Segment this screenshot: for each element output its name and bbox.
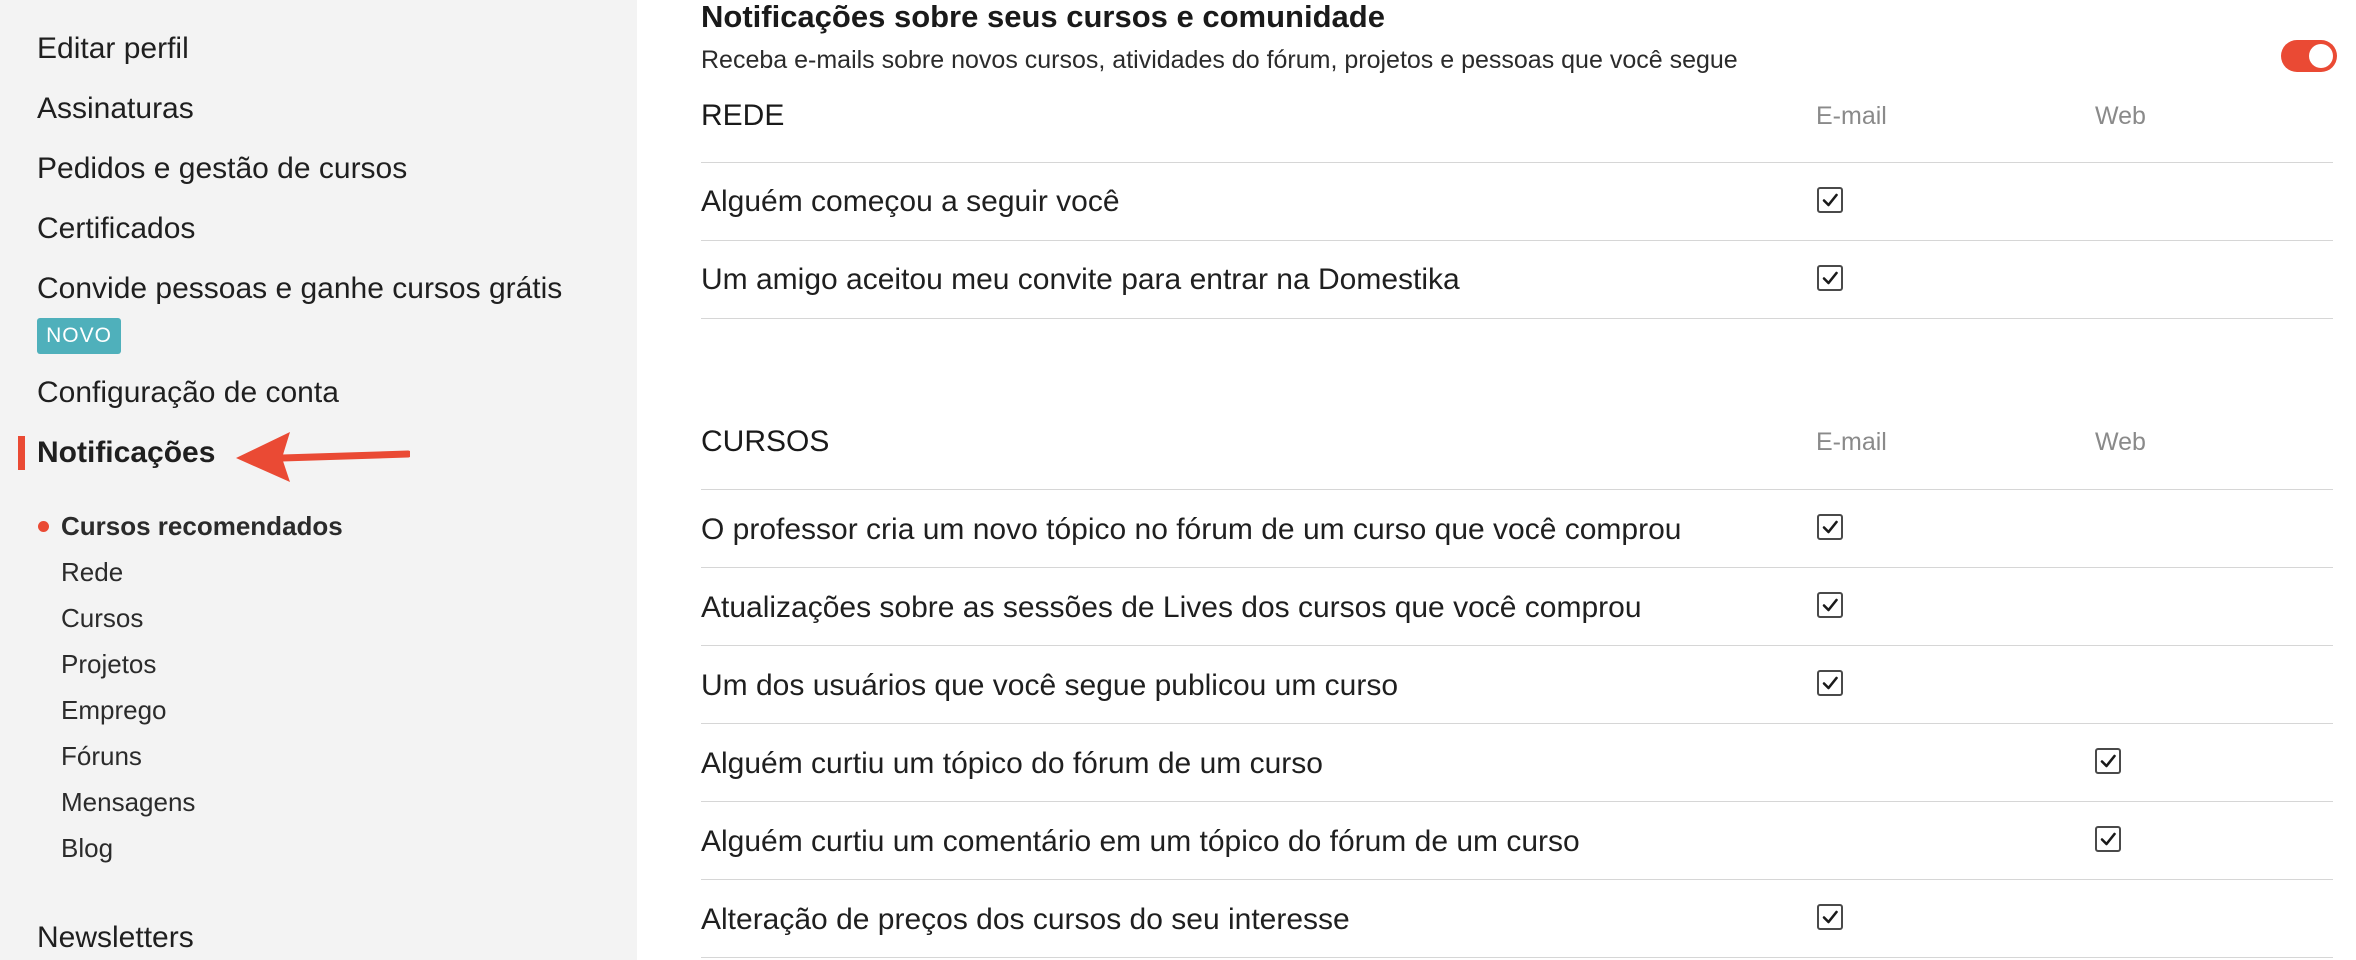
row-label: Um amigo aceitou meu convite para entrar na Domestika (701, 263, 1460, 296)
new-badge: NOVO (37, 318, 121, 354)
submenu-item-recommended-courses[interactable]: Cursos recomendados (61, 511, 343, 541)
row-label: Alteração de preços dos cursos do seu interesse (701, 903, 1350, 936)
notifications-toggle[interactable] (2281, 40, 2337, 72)
email-checkbox[interactable] (1817, 592, 1843, 618)
column-header-web: Web (2095, 428, 2146, 456)
email-checkbox[interactable] (1817, 670, 1843, 696)
group-title-network: REDE (701, 99, 785, 132)
check-icon (1821, 518, 1839, 536)
divider (701, 879, 2333, 880)
arrow-annotation-icon (232, 428, 410, 484)
divider (701, 489, 2333, 490)
check-icon (2099, 752, 2117, 770)
divider (701, 957, 2333, 958)
email-checkbox[interactable] (1817, 265, 1843, 291)
check-icon (1821, 674, 1839, 692)
submenu-item-network[interactable]: Rede (61, 557, 124, 587)
toggle-knob (2309, 44, 2333, 68)
sidebar-item-invite[interactable]: Convide pessoas e ganhe cursos grátis (37, 272, 563, 305)
check-icon (1821, 191, 1839, 209)
section-title: Notificações sobre seus cursos e comunidade (701, 0, 1385, 34)
sidebar-item-certificates[interactable]: Certificados (37, 212, 196, 245)
check-icon (1821, 596, 1839, 614)
divider (701, 162, 2333, 163)
row-label: O professor cria um novo tópico no fórum de um curso que você comprou (701, 513, 1682, 546)
email-checkbox[interactable] (1817, 514, 1843, 540)
active-dot-icon (38, 521, 49, 532)
submenu-item-forums[interactable]: Fóruns (61, 741, 142, 771)
submenu-item-jobs[interactable]: Emprego (61, 695, 167, 725)
check-icon (1821, 269, 1839, 287)
column-header-email: E-mail (1816, 428, 1887, 456)
submenu-item-courses[interactable]: Cursos (61, 603, 144, 633)
group-title-courses: CURSOS (701, 425, 830, 458)
submenu-item-messages[interactable]: Mensagens (61, 787, 196, 817)
submenu-item-projects[interactable]: Projetos (61, 649, 157, 679)
divider (701, 645, 2333, 646)
web-checkbox[interactable] (2095, 748, 2121, 774)
sidebar-item-account-settings[interactable]: Configuração de conta (37, 376, 339, 409)
submenu-item-blog[interactable]: Blog (61, 833, 114, 863)
settings-sidebar (0, 0, 637, 960)
email-checkbox[interactable] (1817, 187, 1843, 213)
notifications-panel (637, 0, 2356, 960)
sidebar-item-notifications[interactable]: Notificações (37, 436, 216, 469)
sidebar-item-newsletters[interactable]: Newsletters (37, 921, 194, 954)
row-label: Alguém começou a seguir você (701, 185, 1120, 218)
divider (701, 318, 2333, 319)
sidebar-item-orders[interactable]: Pedidos e gestão de cursos (37, 152, 408, 185)
row-label: Atualizações sobre as sessões de Lives dos cursos que você comprou (701, 591, 1642, 624)
web-checkbox[interactable] (2095, 826, 2121, 852)
column-header-web: Web (2095, 102, 2146, 130)
row-label: Um dos usuários que você segue publicou um curso (701, 669, 1399, 702)
row-label: Alguém curtiu um comentário em um tópico do fórum de um curso (701, 825, 1580, 858)
divider (701, 240, 2333, 241)
check-icon (1821, 908, 1839, 926)
row-label: Alguém curtiu um tópico do fórum de um curso (701, 747, 1323, 780)
sidebar-item-edit-profile[interactable]: Editar perfil (37, 32, 189, 65)
email-checkbox[interactable] (1817, 904, 1843, 930)
check-icon (2099, 830, 2117, 848)
divider (701, 801, 2333, 802)
section-description: Receba e-mails sobre novos cursos, atividades do fórum, projetos e pessoas que você segue (701, 46, 1738, 74)
column-header-email: E-mail (1816, 102, 1887, 130)
divider (701, 567, 2333, 568)
sidebar-item-subscriptions[interactable]: Assinaturas (37, 92, 194, 125)
active-indicator (18, 436, 25, 470)
divider (701, 723, 2333, 724)
